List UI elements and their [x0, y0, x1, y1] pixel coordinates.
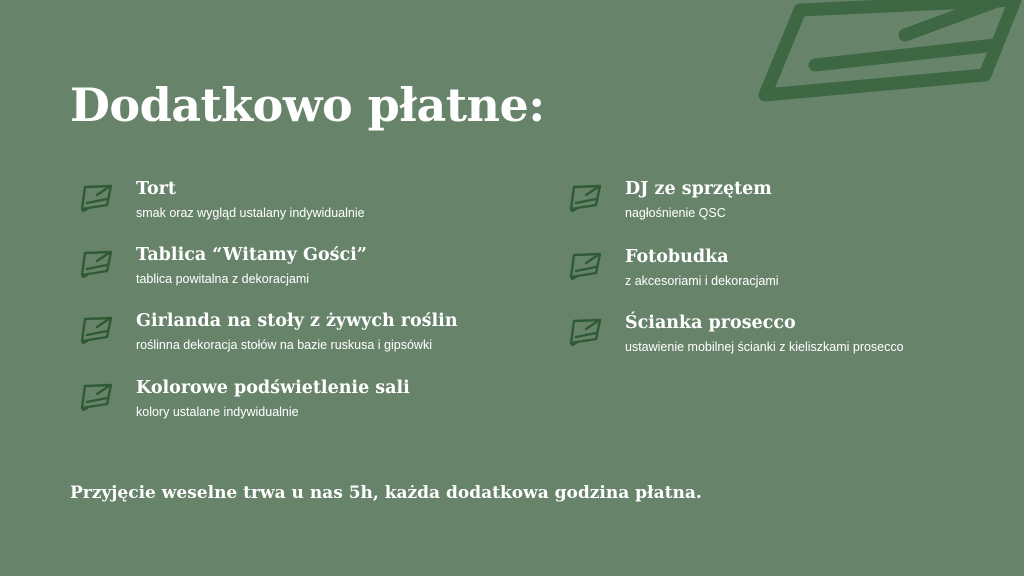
leaf-logo-icon — [745, 0, 1024, 115]
footer-note: Przyjęcie weselne trwa u nas 5h, każda dodatkowa godzina płatna. — [70, 483, 702, 503]
item-name: Tort — [136, 179, 176, 199]
leaf-icon — [567, 317, 603, 347]
page-title: Dodatkowo płatne: — [70, 78, 545, 132]
item-description: ustawienie mobilnej ścianki z kieliszkami prosecco — [625, 340, 904, 354]
item-name: DJ ze sprzętem — [625, 179, 772, 199]
item-description: z akcesoriami i dekoracjami — [625, 274, 779, 288]
item-name: Girlanda na stoły z żywych roślin — [136, 311, 458, 331]
leaf-icon — [78, 249, 114, 279]
leaf-icon — [78, 382, 114, 412]
leaf-icon — [567, 183, 603, 213]
item-name: Tablica “Witamy Gości” — [136, 245, 367, 265]
item-description: roślinna dekoracja stołów na bazie ruskusa i gipsówki — [136, 338, 432, 352]
leaf-icon — [78, 315, 114, 345]
item-name: Ścianka prosecco — [625, 313, 796, 333]
leaf-icon — [78, 183, 114, 213]
item-name: Kolorowe podświetlenie sali — [136, 378, 410, 398]
item-name: Fotobudka — [625, 247, 729, 267]
leaf-icon — [567, 251, 603, 281]
item-description: nagłośnienie QSC — [625, 206, 726, 220]
item-description: smak oraz wygląd ustalany indywidualnie — [136, 206, 365, 220]
item-description: tablica powitalna z dekoracjami — [136, 272, 310, 286]
item-description: kolory ustalane indywidualnie — [136, 405, 299, 419]
